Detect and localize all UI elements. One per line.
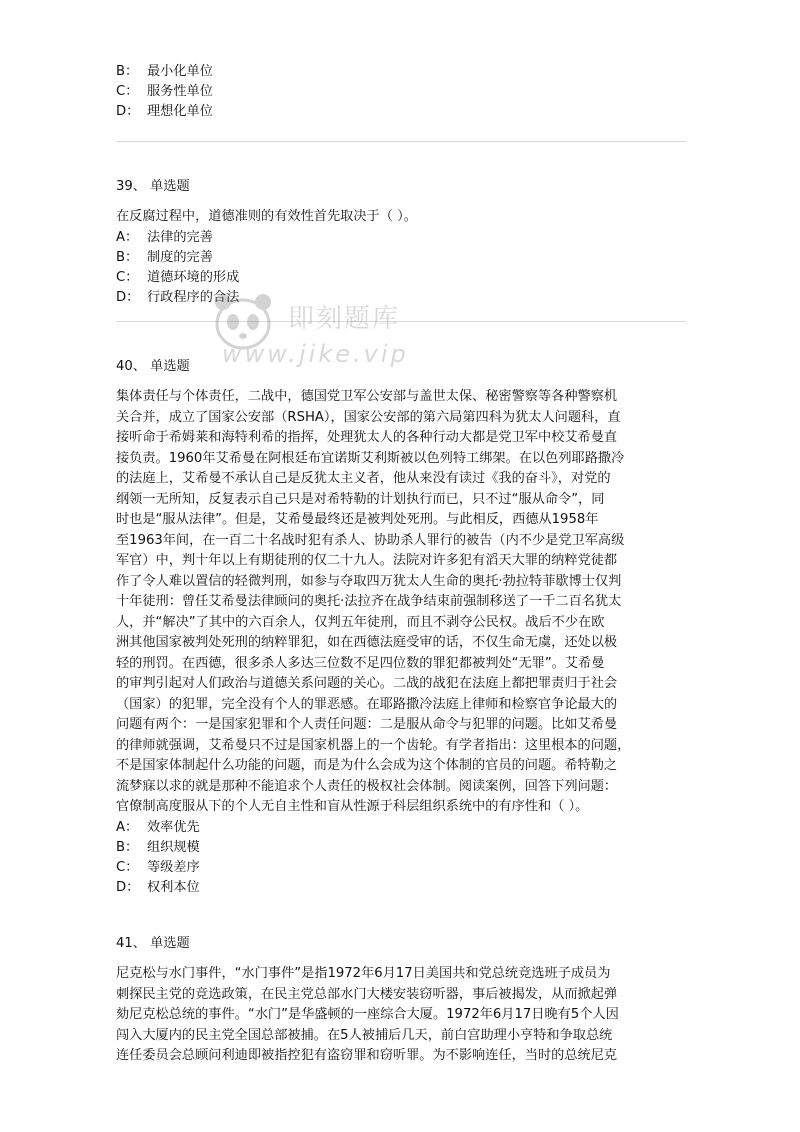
option-text: 道德环境的形成 bbox=[147, 269, 240, 285]
option-text: 服务性单位 bbox=[147, 84, 213, 99]
option-label: A： bbox=[116, 229, 139, 245]
option-d[interactable] bbox=[116, 102, 213, 122]
passage-line: 连任委员会总顾问利迪即被指控犯有盗窃罪和窃听罪。为不影响连任，当时的总统尼克 bbox=[116, 1048, 618, 1063]
passage-line: 的律师就强调，艾希曼只不过是国家机器上的一个齿轮。有学者指出：这里根本的问题， bbox=[116, 737, 631, 753]
passage-line: 时也是“服从法律”。但是，艾希曼最终还是被判处死刑。与此相反，西德从1958年 bbox=[116, 512, 599, 527]
option-label: C： bbox=[116, 859, 139, 875]
option-text: 法律的完善 bbox=[147, 229, 213, 245]
option-b[interactable] bbox=[116, 838, 630, 858]
option-d[interactable] bbox=[116, 288, 417, 308]
option-text: 最小化单位 bbox=[147, 64, 213, 79]
watermark-brand: 即刻题库 bbox=[288, 304, 401, 334]
option-b[interactable] bbox=[116, 248, 417, 268]
passage-line: 流梦寐以求的就是那种不能追求个人责任的极权社会体制。阅读案例，回答下列问题： bbox=[116, 778, 618, 794]
passage-line: 尼克松与水门事件，“水门事件”是指1972年6月17日美国共和党总统竞选班子成员为 bbox=[116, 966, 611, 981]
question-header: 40、 单选题 bbox=[116, 359, 190, 374]
option-text: 制度的完善 bbox=[147, 249, 213, 265]
question-header: 39、 单选题 bbox=[116, 179, 190, 194]
option-label: B： bbox=[116, 249, 139, 265]
option-c[interactable] bbox=[116, 82, 213, 102]
passage-line: 官僚制高度服从下的个人无自主性和盲从性源于科层组织系统中的有序性和（ ）。 bbox=[116, 799, 589, 814]
passage-line: 问题有两个：一是国家犯罪和个人责任问题：二是服从命令与犯罪的问题。比如艾希曼 bbox=[116, 717, 618, 732]
passage-line: 关合并，成立了国家公安部（RSHA），国家公安部的第六局第四科为犹太人问题科，直 bbox=[116, 409, 621, 425]
passage-line: 闯入大厦内的民主党全国总部被捕。在5人被捕后几天，前白宫助理小亨特和争取总统 bbox=[116, 1027, 613, 1043]
passage-line: 的审判引起对人们政治与道德关系问题的关心。二战的战犯在法庭上都把罪责归于社会 bbox=[116, 676, 618, 691]
question-passage bbox=[116, 964, 619, 1067]
option-label: D： bbox=[116, 104, 140, 119]
option-d[interactable] bbox=[116, 878, 630, 898]
option-c[interactable] bbox=[116, 858, 630, 878]
option-text: 行政程序的合法 bbox=[147, 289, 240, 305]
passage-line: 的法庭上，艾希曼不承认自己是反犹太主义者，他从来没有读过《我的奋斗》，对党的 bbox=[116, 471, 611, 486]
question-39 bbox=[116, 177, 417, 308]
passage-line: 军官）中，判十年以上有期徒刑的仅二十九人。法院对许多犯有滔天大罪的纳粹党徒都 bbox=[116, 553, 618, 568]
option-a[interactable] bbox=[116, 228, 417, 248]
option-label: D： bbox=[116, 289, 140, 305]
watermark-url: www.jike.vip bbox=[222, 340, 409, 368]
divider bbox=[116, 141, 686, 142]
option-c[interactable] bbox=[116, 268, 417, 288]
passage-line: 至1963年间，在一百二十名战时犯有杀人、协助杀人罪行的被告（内不少是党卫军高级 bbox=[116, 532, 625, 548]
option-label: B： bbox=[116, 839, 139, 855]
question-41 bbox=[116, 934, 619, 1067]
option-text: 组织规模 bbox=[147, 839, 200, 855]
passage-line: 刺探民主党的竞选政策，在民主党总部水门大楼安装窃听器，事后被揭发，从而掀起弹 bbox=[116, 986, 618, 1002]
passage-line: 人，并“解决”了其中的六百余人，仅判五年徒刑，而且不剥夺公民权。战后不少在欧 bbox=[116, 614, 605, 630]
previous-question-options bbox=[116, 62, 213, 122]
question-40 bbox=[116, 357, 630, 898]
option-label: C： bbox=[116, 269, 139, 285]
passage-line: 集体责任与个体责任，二战中，德国党卫军公安部与盖世太保、秘密警察等各种警察机 bbox=[116, 389, 618, 404]
passage-line: 十年徒刑：曾任艾希曼法律顾问的奥托·法拉齐在战争结束前强制移送了一千二百名犹太 bbox=[116, 594, 622, 609]
option-b[interactable] bbox=[116, 62, 213, 82]
option-label: B： bbox=[116, 64, 139, 79]
option-a[interactable] bbox=[116, 818, 630, 838]
passage-line: （国家）的犯罪，完全没有个人的罪恶感。在耶路撒冷法庭上律师和检察官争论最大的 bbox=[116, 696, 618, 712]
option-text: 效率优先 bbox=[147, 819, 200, 835]
passage-line: 不是国家体制起什么功能的问题，而是为什么会成为这个体制的官员的问题。希特勒之 bbox=[116, 758, 618, 773]
option-label: D： bbox=[116, 879, 140, 895]
divider bbox=[116, 321, 686, 322]
option-text: 权利本位 bbox=[147, 879, 200, 895]
passage-line: 劾尼克松总统的事件。“水门”是华盛顿的一座综合大厦。1972年6月17日晚有5个人因 bbox=[116, 1007, 619, 1022]
passage-line: 接听命于希姆莱和海特利希的指挥，处理犹太人的各种行动大都是党卫军中校艾希曼直 bbox=[116, 430, 618, 445]
question-header: 41、 单选题 bbox=[116, 936, 190, 951]
option-text: 理想化单位 bbox=[147, 104, 213, 119]
question-stem: 在反腐过程中，道德准则的有效性首先取决于（ ）。 bbox=[116, 209, 417, 224]
option-text: 等级差序 bbox=[147, 859, 200, 875]
question-passage bbox=[116, 387, 630, 818]
passage-line: 接负责。1960年艾希曼在阿根廷布宜诺斯艾利斯被以色列特工绑架。在以色列耶路撒冷 bbox=[116, 450, 625, 466]
option-label: C： bbox=[116, 84, 139, 99]
passage-line: 洲其他国家被判处死刑的纳粹罪犯，如在西德法庭受审的话，不仅生命无虞，还处以极 bbox=[116, 635, 618, 650]
option-label: A： bbox=[116, 819, 139, 835]
passage-line: 纲领一无所知，反复表示自己只是对希特勒的计划执行而已，只不过“服从命令”，同 bbox=[116, 491, 605, 507]
passage-line: 作了令人难以置信的轻微判刑，如参与夺取四万犹太人生命的奥托·勃拉特菲歇博士仅判 bbox=[116, 573, 622, 589]
passage-line: 轻的刑罚。在西德，很多杀人多达三位数不足四位数的罪犯都被判处“无罪”。艾希曼 bbox=[116, 655, 605, 671]
